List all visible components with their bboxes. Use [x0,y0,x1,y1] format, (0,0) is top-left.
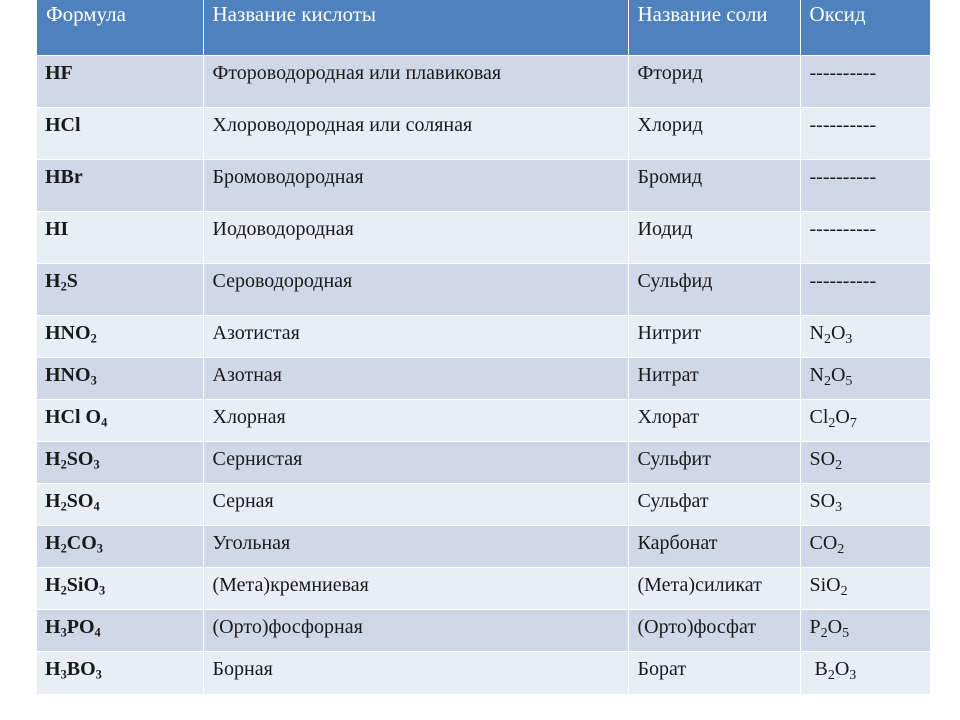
table-row [37,211,930,263]
header-row [37,0,930,55]
table-row [37,315,930,357]
table-row [37,651,930,694]
oxide-cell: ---------- [800,211,930,263]
table-row [37,441,930,483]
salt-name-cell: Хлорат [628,399,800,441]
formula-cell: $H_3BO_3$ [37,651,203,694]
table-row [37,525,930,567]
oxide-cell: ---------- [800,55,930,107]
formula-cell: $H_2SO_3$ [37,441,203,483]
salt-name-cell: Сульфид [628,263,800,315]
oxide-cell: $Cl_2O_7$ [800,399,930,441]
oxide-cell: $SO_2$ [800,441,930,483]
header-acid-name: Название кислоты [203,0,628,55]
acid-name-cell: Азотистая [203,315,628,357]
formula-cell: HCl [37,107,203,159]
table-row [37,609,930,651]
oxide-cell: ---------- [800,159,930,211]
acid-name-cell: (Мета)кремниевая [203,567,628,609]
acid-name-cell: (Орто)фосфорная [203,609,628,651]
salt-name-cell: Нитрит [628,315,800,357]
oxide-cell: SiO$_2$ [800,567,930,609]
acid-name-cell: Азотная [203,357,628,399]
salt-name-cell: Карбонат [628,525,800,567]
table-header [37,0,930,55]
oxide-cell: $CO_2$ [800,525,930,567]
table-row [37,55,930,107]
salt-name-cell: (Мета)силикат [628,567,800,609]
formula-cell: $H_2SO_4$ [37,483,203,525]
formula-cell: $H_2CO_3$ [37,525,203,567]
table-row [37,159,930,211]
acid-name-cell: Фтороводородная или плавиковая [203,55,628,107]
formula-cell: $HNO_2$ [37,315,203,357]
acid-name-cell: Борная [203,651,628,694]
header-oxide: Оксид [800,0,930,55]
salt-name-cell: Борат [628,651,800,694]
acids-table [37,0,930,694]
acid-name-cell: Серная [203,483,628,525]
oxide-cell: $B_2O_3$ [800,651,930,694]
acid-name-cell: Бромоводородная [203,159,628,211]
table-body [37,55,930,694]
header-formula: Формула [37,0,203,55]
salt-name-cell: Сульфит [628,441,800,483]
acid-name-cell: Хлорная [203,399,628,441]
header-salt-name: Название соли [628,0,800,55]
formula-cell: $H_2SiO_3$ [37,567,203,609]
table-row [37,399,930,441]
salt-name-cell: (Орто)фосфат [628,609,800,651]
table-row [37,357,930,399]
oxide-cell: ---------- [800,263,930,315]
salt-name-cell: Сульфат [628,483,800,525]
formula-cell: HBr [37,159,203,211]
acid-name-cell: Хлороводородная или соляная [203,107,628,159]
formula-cell: HCl $O_4$ [37,399,203,441]
formula-cell: $H_3PO_4$ [37,609,203,651]
acid-name-cell: Сернистая [203,441,628,483]
formula-cell: HF [37,55,203,107]
table-row [37,107,930,159]
salt-name-cell: Хлорид [628,107,800,159]
oxide-cell: $N_2O_5$ [800,357,930,399]
formula-cell: $H_2S$ [37,263,203,315]
oxide-cell: ---------- [800,107,930,159]
acid-name-cell: Сероводородная [203,263,628,315]
acid-name-cell: Иодоводородная [203,211,628,263]
formula-cell: HI [37,211,203,263]
table-row [37,263,930,315]
formula-cell: $HNO_3$ [37,357,203,399]
oxide-cell: $N_2O_3$ [800,315,930,357]
table-row [37,567,930,609]
table-row [37,483,930,525]
oxide-cell: $SO_3$ [800,483,930,525]
salt-name-cell: Бромид [628,159,800,211]
salt-name-cell: Фторид [628,55,800,107]
salt-name-cell: Иодид [628,211,800,263]
oxide-cell: $P_2O_5$ [800,609,930,651]
salt-name-cell: Нитрат [628,357,800,399]
acid-name-cell: Угольная [203,525,628,567]
